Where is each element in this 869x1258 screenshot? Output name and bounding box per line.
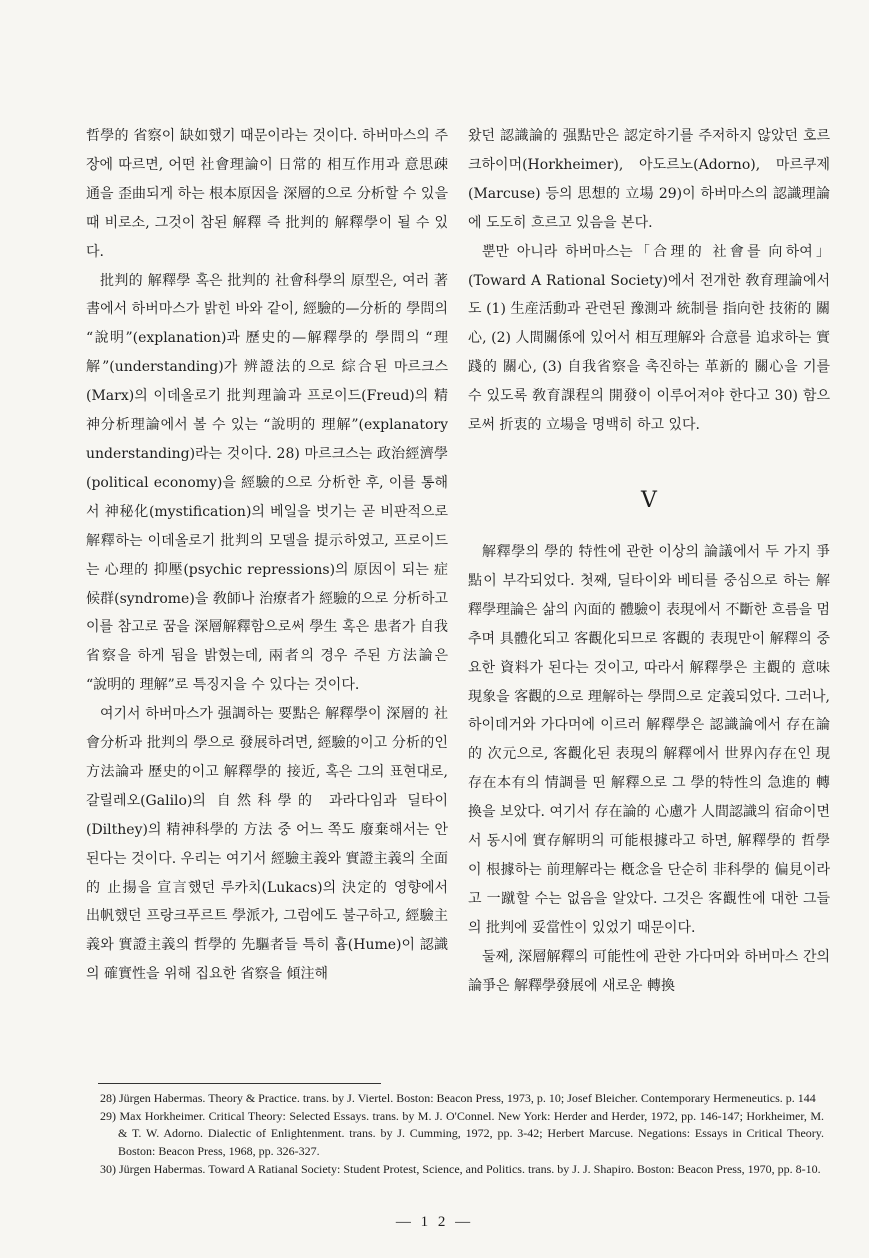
paragraph: 여기서 하버마스가 强調하는 要點은 解釋學이 深層的 社會分析과 批判의 學으로 發展하려면, 經驗的이고 分析的인 方法論과 歷史的이고 解釋學的 接近, 혹은 그의 표현대로, 갈릴레오(Galilo)의 自然科學的 과라다임과 딜타이(Dilthey)의 精神科學的 方法 중 어느 쪽도 廢棄해서는 안 된다는 것이다. 우리는 여기서 經驗主義와 實證主義의 全面的 止揚을 宣言했던 루카치(Lukacs)의 決定的 영향에서 出帆했던 프랑크푸르트 學派가, 그럼에도 불구하고, 經驗主義와 實證主義의 哲學的 先驅者들 특히 흄(Hume)이 認識의 確實性을 위해 집요한 省察을 傾注해	[86, 706, 448, 983]
left-column	[86, 122, 448, 989]
footnote-divider	[98, 1083, 381, 1084]
paragraph: 왔던 認識論的 强點만은 認定하기를 주저하지 않았던 호르크하이머(Horkheimer), 아도르노(Adorno), 마르쿠제(Marcuse) 등의 思想的 立場 29)이 하버마스의 認識理論에 도도히 흐르고 있음을 본다.	[468, 128, 830, 231]
page-number: — 1 2 —	[395, 1214, 474, 1230]
right-column-top	[468, 122, 830, 440]
right-column-bottom	[468, 538, 830, 1001]
section-heading: V	[641, 488, 657, 513]
paragraph: 解釋學의 學的 特性에 관한 이상의 論議에서 두 가지 爭點이 부각되었다. 첫째, 딜타이와 베티를 중심으로 하는 解釋學理論은 삶의 內面的 體驗이 表現에서 不斷한 흐름을 멈추며 具體化되고 客觀化되므로 客觀的 表現만이 解釋의 중요한 資料가 된다는 것이고, 따라서 解釋學은 主觀的 意味現象을 客觀的으로 理解하는 學問으로 定義되었다. 그러나, 하이데거와 가다머에 이르러 解釋學은 認識論에서 存在論的 次元으로, 客觀化된 表現의 解釋에서 世界內存在인 現存在本有의 情調를 띤 解釋으로 그 學的特性의 急進的 轉換을 보았다. 여기서 存在論的 心慮가 人間認識의 宿命이면서 동시에 實存解明의 可能根據라고 하면, 解釋學的 哲學이 根據하는 前理解라는 槪念을 단순히 非科學的 偏見이라고 一蹴할 수는 없음을 알았다. 그것은 客觀性에 대한 그들의 批判에 妥當性이 있었기 때문이다.	[468, 544, 830, 936]
footnote-28: 28) Jürgen Habermas. Theory & Practice. trans. by J. Viertel. Boston: Beacon Press, 1973, p. 10; Josef Bleicher. Contemporary Hermeneutics. p. 144	[100, 1091, 816, 1105]
paragraph: 둘째, 深層解釋의 可能性에 관한 가다머와 하버마스 간의 論爭은 解釋學發展에 새로운 轉換	[468, 948, 830, 994]
paragraph: 哲學的 省察이 缺如했기 때문이라는 것이다. 하버마스의 주장에 따르면, 어떤 社會理論이 日常的 相互作用과 意思疎通을 歪曲되게 하는 根本原因을 深層的으로 分析할 수 있을 때 비로소, 그것이 참된 解釋 즉 批判的 解釋學이 될 수 있다.	[86, 128, 448, 260]
paragraph: 뿐만 아니라 하버마스는「合理的 社會를 向하여」(Toward A Rational Society)에서 전개한 敎育理論에서도 (1) 生産活動과 관련된 豫測과 統制를 指向한 技術的 關心, (2) 人間關係에 있어서 相互理解와 合意를 追求하는 實踐的 關心, (3) 自我省察을 촉진하는 革新的 關心을 기를 수 있도록 敎育課程의 開發이 이루어져야 한다고 30) 함으로써 折衷的 立場을 명백히 하고 있다.	[468, 243, 830, 434]
footnote-29: 29) Max Horkheimer. Critical Theory: Selected Essays. trans. by M. J. O'Connel. New York: Herder and Herder, 1972, pp. 146-147; Horkheimer, M. & T. W. Adorno. Dialectic of Enlightenment. trans. by J. Cumming, 1972, pp. 3-42; Herbert Marcuse. Negations: Essays in Critical Theory. Boston: Beacon Press, 1968, pp. 326-327.	[100, 1109, 824, 1158]
paragraph: 批判的 解釋學 혹은 批判的 社會科學의 原型은, 여러 著書에서 하버마스가 밝힌 바와 같이, 經驗的—分析的 學問의 “說明”(explanation)과 歷史的—解釋學的 學問의 “理解”(understanding)가 辨證法的으로 綜合된 마르크스(Marx)의 이데올로기 批判理論과 프로이드(Freud)의 精神分析理論에서 볼 수 있는 “說明的 理解”(explanatory understanding)라는 것이다. 28) 마르크스는 政治經濟學(political economy)을 經驗的으로 分析한 후, 이를 통해서 神秘化(mystification)의 베일을 벗기는 곧 비판적으로 解釋하는 이데올로기 批判의 모델을 提示하였고, 프로이드는 心理的 抑壓(psychic repressions)의 原因이 되는 症候群(syndrome)을 敎師나 治療者가 經驗的으로 分析하고 이를 참고로 꿈을 深層解釋함으로써 學生 혹은 患者가 自我省察을 하게 됨을 밝혔는데, 兩者의 경우 주된 方法論은 “說明的 理解”로 특징지을 수 있다는 것이다.	[86, 272, 448, 694]
footnote-30: 30) Jürgen Habermas. Toward A Ratianal Society: Student Protest, Science, and Politics. trans. by J. J. Shapiro. Boston: Beacon Press, 1970, pp. 8-10.	[100, 1161, 821, 1176]
footnotes	[100, 1090, 824, 1179]
